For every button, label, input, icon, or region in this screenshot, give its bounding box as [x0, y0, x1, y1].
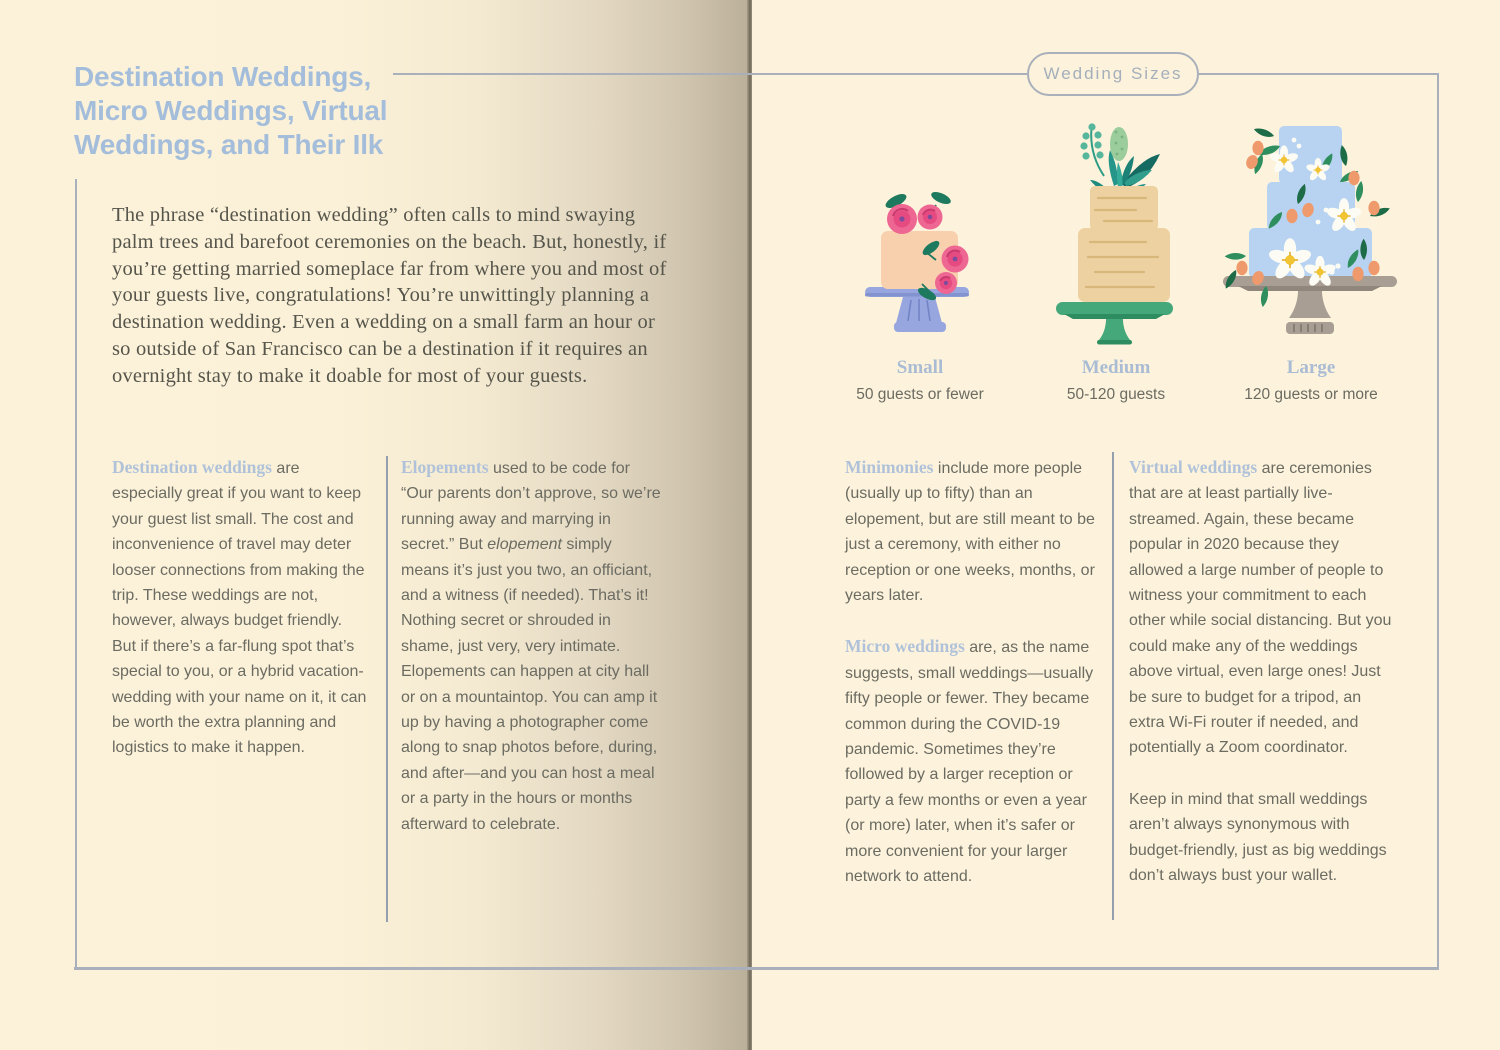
elopement-italic-word: elopement — [487, 536, 562, 554]
elopements-text-1: used to be code for “Our parents don’t approve, so we’re running away and marrying in secret.” But — [401, 460, 661, 554]
destination-weddings-column — [112, 455, 370, 787]
cake-stand — [1286, 286, 1334, 334]
minimonies-text: include more people (usually up to fifty) than an elopement, but are still meant to be just a ceremony, with either no reception or one weeks, months, or years later. — [845, 460, 1095, 605]
elopements-text-2: simply means it’s just you two, an officiant, and a witness (if needed). That’s it! Nothing secret or shrouded in shame, just very, very intimate. Elopements can happen at city hall or on a mountaintop. You can amp it up by having a photographer come along to snap photos before, during, and after—and you can host a meal or a party in the hours or months afterward to celebrate. — [401, 536, 658, 833]
left-page-column-divider — [386, 456, 388, 922]
right-frame-rule — [1437, 73, 1439, 970]
chapter-title-line: Destination Weddings, — [74, 61, 372, 92]
virtual-weddings-column — [1129, 455, 1397, 915]
micro-weddings-paragraph — [845, 634, 1107, 889]
virtual-weddings-text: are ceremonies that are at least partially live-streamed. Again, these became popular in 2020 because they allowed a large number of people to witness your commitment to each other while social distancing. But you could make any of the weddings above virtual, even large ones! Just be sure to budget for a tripod, an extra Wi-Fi router if needed, and potentially a Zoom coordinator. — [1129, 460, 1392, 757]
size-medium — [1041, 357, 1191, 404]
elopements-column — [401, 455, 663, 863]
succulent-topper — [1080, 123, 1160, 194]
cake-stand — [1056, 302, 1173, 345]
size-large — [1236, 357, 1386, 404]
virtual-weddings-lead: Virtual weddings — [1129, 457, 1258, 477]
destination-weddings-text: are especially great if you want to keep your guest list small. The cost and inconvenience of travel may deter looser connections from making the trip. These weddings are not, however, always budget friendly. But if there’s a far-flung spot that’s special to you, or a hybrid vacation-wedding with your name on it, it can be worth the extra planning and logistics to make it happen. — [112, 460, 367, 757]
top-rule-left-segment — [393, 73, 1027, 75]
minimonies-paragraph — [845, 455, 1107, 608]
size-medium-name: Medium — [1081, 357, 1151, 378]
virtual-weddings-paragraph — [1129, 455, 1397, 761]
cake-stand — [865, 287, 969, 332]
large-cake-illustration — [1222, 120, 1398, 343]
keep-in-mind-paragraph: Keep in mind that small weddings aren’t always synonymous with budget-friendly, just as big weddings don’t always bust your wallet. — [1129, 790, 1387, 885]
size-small-name: Small — [896, 357, 944, 378]
size-medium-caption: 50-120 guests — [1066, 386, 1166, 403]
small-cake-illustration — [856, 188, 984, 346]
size-large-caption: 120 guests or more — [1244, 386, 1378, 403]
minimonies-lead: Minimonies — [845, 457, 934, 477]
chapter-title-line: Weddings, and Their Ilk — [74, 129, 384, 160]
right-page-column-divider — [1112, 452, 1114, 920]
left-frame-rule — [75, 179, 77, 968]
top-rule-right-segment — [1199, 73, 1439, 75]
size-small-caption: 50 guests or fewer — [856, 386, 984, 403]
cake-body — [1078, 186, 1170, 302]
elopements-paragraph — [401, 455, 663, 837]
destination-weddings-lead: Destination weddings — [112, 457, 272, 477]
micro-weddings-text: are, as the name suggests, small weddings—usually fifty people or fewer. They became common during the COVID-19 pandemic. Sometimes they’re followed by a larger reception or party a few months or even a year (or more) later, when it’s safer or more convenient for your larger network to attend. — [845, 639, 1094, 886]
bottom-frame-rule — [74, 967, 1439, 970]
minimonies-column — [845, 455, 1107, 916]
wedding-sizes-badge: Wedding Sizes — [1027, 52, 1199, 96]
chapter-title — [74, 60, 434, 162]
size-small — [845, 357, 995, 404]
micro-weddings-lead: Micro weddings — [845, 636, 965, 657]
elopements-lead: Elopements — [401, 457, 489, 477]
intro-paragraph: The phrase “destination wedding” often calls to mind swaying palm trees and barefoot ceremonies on the beach. But, honestly, if you’re getting married someplace far from where you and most of your guests live, congratulations! You’re unwittingly planning a destination wedding. Even a wedding on a small farm an hour or so outside of San Francisco can be a destination if it requires an overnight stay to make it doable for most of your guests. — [112, 204, 667, 387]
medium-cake-illustration — [1048, 118, 1181, 348]
chapter-title-line: Micro Weddings, Virtual — [74, 95, 388, 126]
destination-weddings-paragraph — [112, 455, 370, 761]
size-large-name: Large — [1286, 357, 1336, 378]
